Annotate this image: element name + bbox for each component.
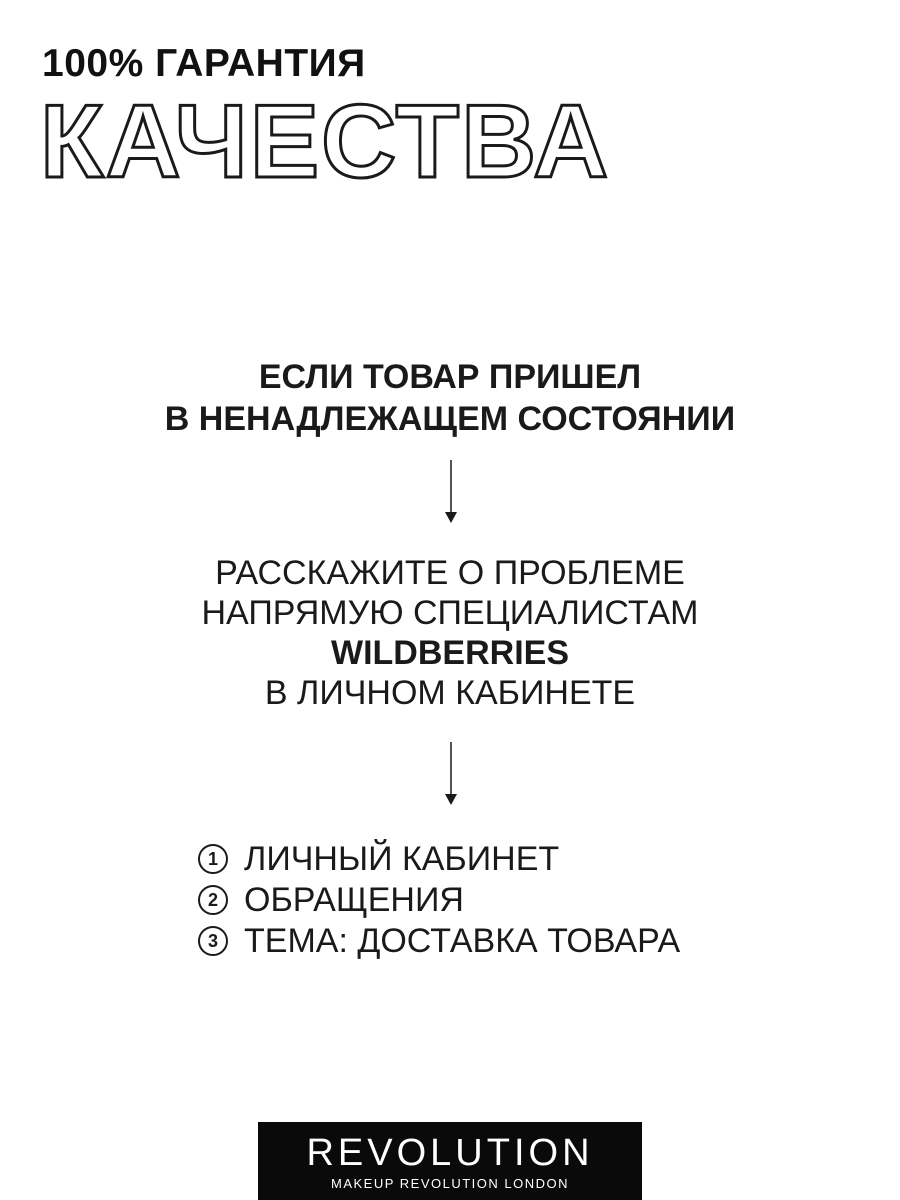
- logo-wordmark: REVOLUTION: [306, 1132, 594, 1174]
- step-label: ЛИЧНЫЙ КАБИНЕТ: [244, 839, 560, 878]
- quality-heading: КАЧЕСТВА: [40, 84, 611, 200]
- logo-tagline: MAKEUP REVOLUTION LONDON: [330, 1176, 570, 1191]
- instruction-line-1: РАССКАЖИТЕ О ПРОБЛЕМЕ: [215, 554, 685, 592]
- step-item: [198, 838, 680, 879]
- condition-line-2: В НЕНАДЛЕЖАЩЕМ СОСТОЯНИИ: [164, 400, 736, 438]
- step-label: ОБРАЩЕНИЯ: [244, 880, 464, 919]
- revolution-logo: [258, 1122, 642, 1200]
- steps-list: [198, 838, 680, 961]
- arrow-down-icon: [443, 742, 459, 806]
- step-label: ТЕМА: ДОСТАВКА ТОВАРА: [244, 921, 681, 960]
- guarantee-heading: 100% ГАРАНТИЯ: [42, 42, 366, 85]
- arrow-down-icon: [443, 460, 459, 524]
- instruction-line-4: В ЛИЧНОМ КАБИНЕТЕ: [264, 674, 636, 712]
- step-number-badge: 2: [198, 885, 228, 915]
- instruction-line-2: НАПРЯМУЮ СПЕЦИАЛИСТАМ: [201, 594, 699, 632]
- step-item: [198, 879, 680, 920]
- condition-line-1: ЕСЛИ ТОВАР ПРИШЕЛ: [258, 358, 642, 396]
- step-number-badge: 3: [198, 926, 228, 956]
- wildberries-brand: WILDBERRIES: [331, 634, 569, 672]
- condition-block: [0, 356, 900, 440]
- step-number-badge: 1: [198, 844, 228, 874]
- step-item: [198, 920, 680, 961]
- instruction-block: [0, 553, 900, 713]
